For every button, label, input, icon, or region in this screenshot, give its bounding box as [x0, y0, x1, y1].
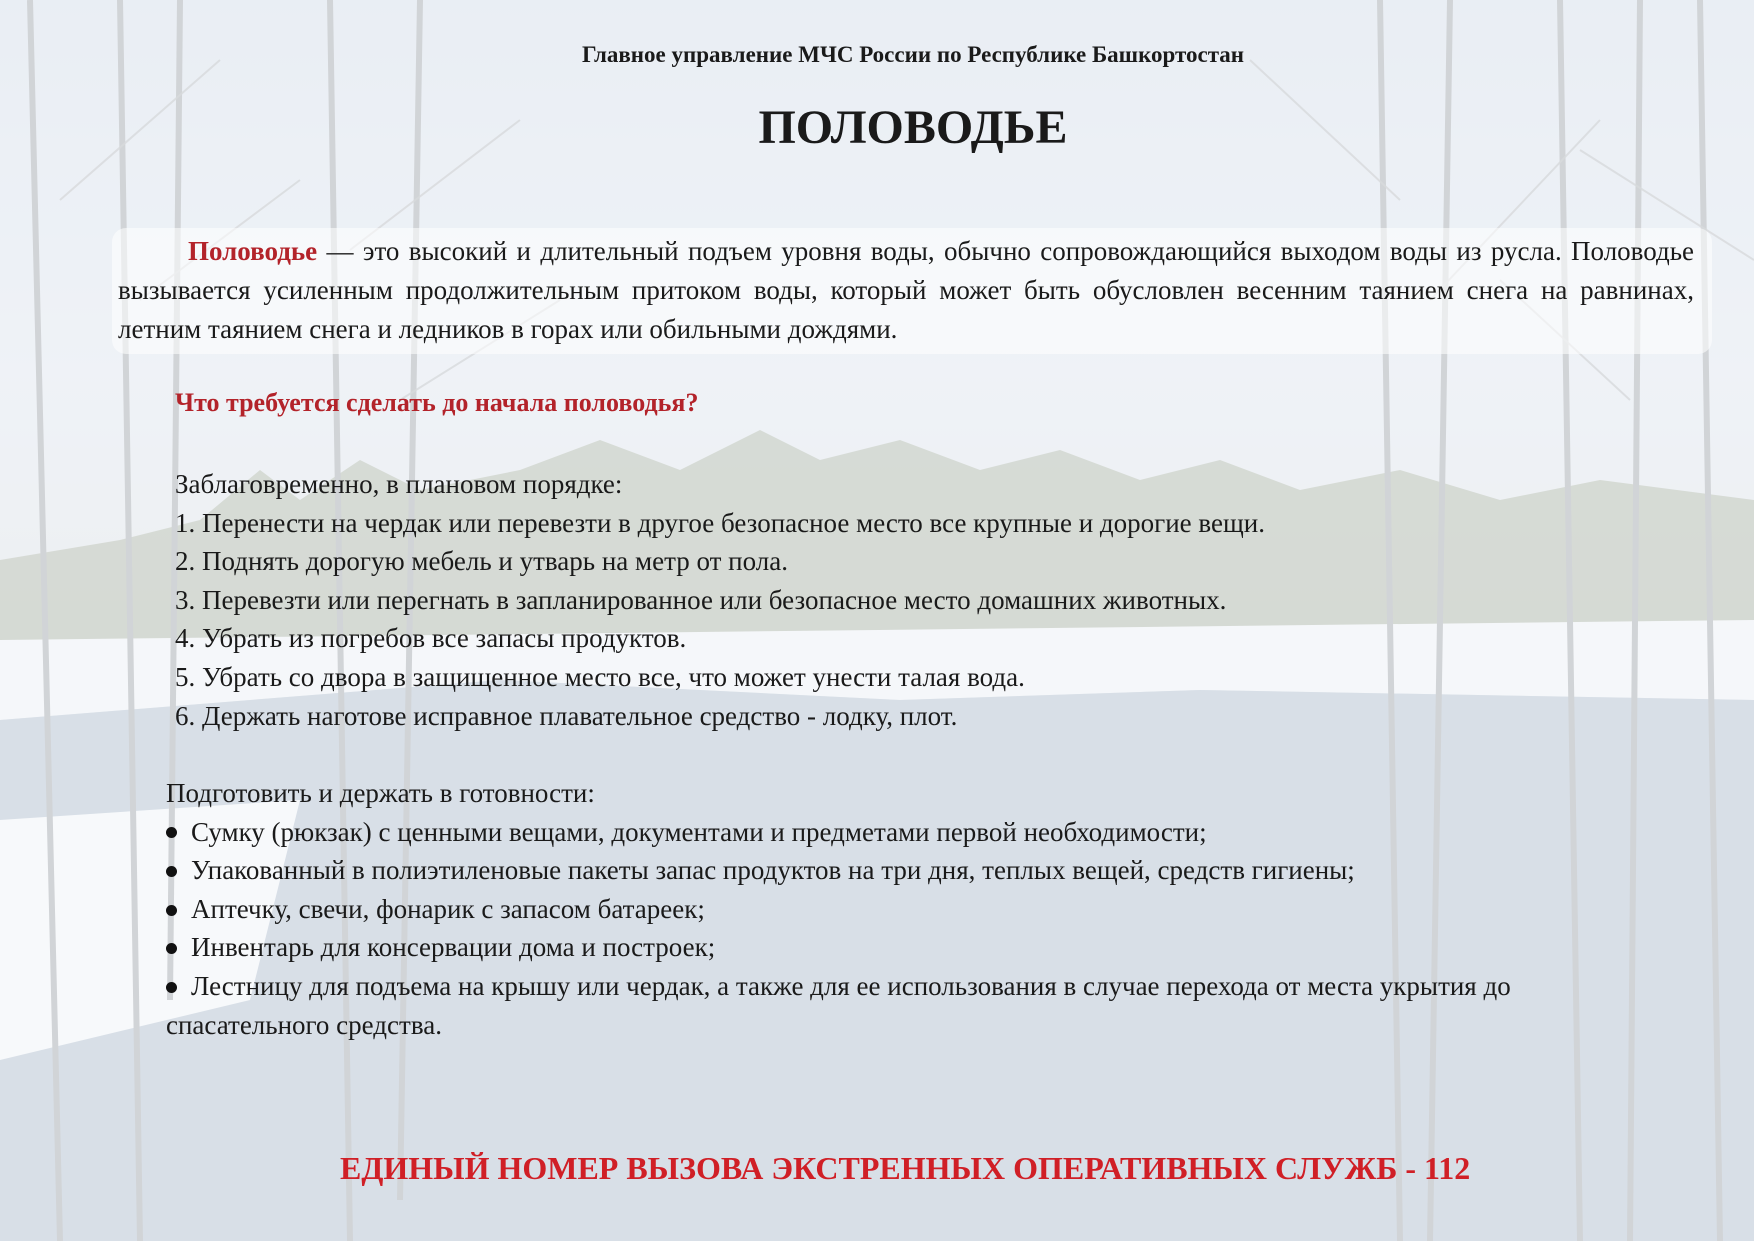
before-flood-question: Что требуется сделать до начала половодья?	[175, 388, 699, 417]
bullet-text: Упакованный в полиэтиленовые пакеты запас продуктов на три дня, теплых вещей, средств гигиены;	[191, 855, 1355, 886]
bullet-icon	[166, 905, 177, 916]
organization-heading: Главное управление МЧС России по Республике Башкортостан	[581, 42, 1245, 67]
before-flood-list	[175, 465, 1265, 735]
bullet-icon	[166, 827, 177, 838]
list-item: 5. Убрать со двора в защищенное место все, что может унести талая вода.	[175, 661, 1025, 692]
bullet-text: Сумку (рюкзак) с ценными вещами, документами и предметами первой необходимости;	[191, 816, 1207, 847]
page-title: ПОЛОВОДЬЕ	[758, 101, 1068, 154]
bullet-icon	[166, 982, 177, 993]
readiness-lead: Подготовить и держать в готовности:	[166, 778, 595, 808]
bullet-item	[166, 851, 1646, 890]
bullet-item	[166, 813, 1646, 852]
intro-text: — это высокий и длительный подъем уровня воды, обычно сопровождающийся выходом воды из русла. Половодье вызывается усиленным продолжительным притоком воды, который может быть обусловлен весенним таянием снега на равнинах, летним таянием снега и ледников в горах или обильными дождями.	[118, 236, 1694, 344]
before-flood-lead: Заблаговременно, в плановом порядке:	[175, 469, 623, 499]
bullet-icon	[166, 866, 177, 877]
list-item: 3. Перевезти или перегнать в запланированное или безопасное место домашних животных.	[175, 584, 1227, 615]
list-item: 2. Поднять дорогую мебель и утварь на метр от пола.	[175, 546, 788, 577]
bullet-item	[166, 890, 1646, 929]
readiness-list	[166, 774, 1646, 1044]
bullet-item	[166, 967, 1646, 1044]
emergency-number-banner: ЕДИНЫЙ НОМЕР ВЫЗОВА ЭКСТРЕННЫХ ОПЕРАТИВНЫХ СЛУЖБ - 112	[340, 1150, 1471, 1186]
bullet-icon	[166, 943, 177, 954]
bullet-text: Аптечку, свечи, фонарик с запасом батареек;	[191, 893, 705, 924]
intro-paragraph	[118, 232, 1694, 349]
list-item: 4. Убрать из погребов все запасы продуктов.	[175, 623, 687, 654]
intro-term: Половодье	[188, 236, 318, 266]
bullet-text: Лестницу для подъема на крышу или чердак, а также для ее использования в случае перехода от места укрытия до спасательного средства.	[166, 970, 1511, 1040]
list-item: 1. Перенести на чердак или перевезти в другое безопасное место все крупные и дорогие вещи.	[175, 507, 1265, 538]
bullet-item	[166, 928, 1646, 967]
bullet-text: Инвентарь для консервации дома и построек;	[191, 932, 716, 963]
list-item: 6. Держать наготове исправное плавательное средство - лодку, плот.	[175, 700, 958, 731]
